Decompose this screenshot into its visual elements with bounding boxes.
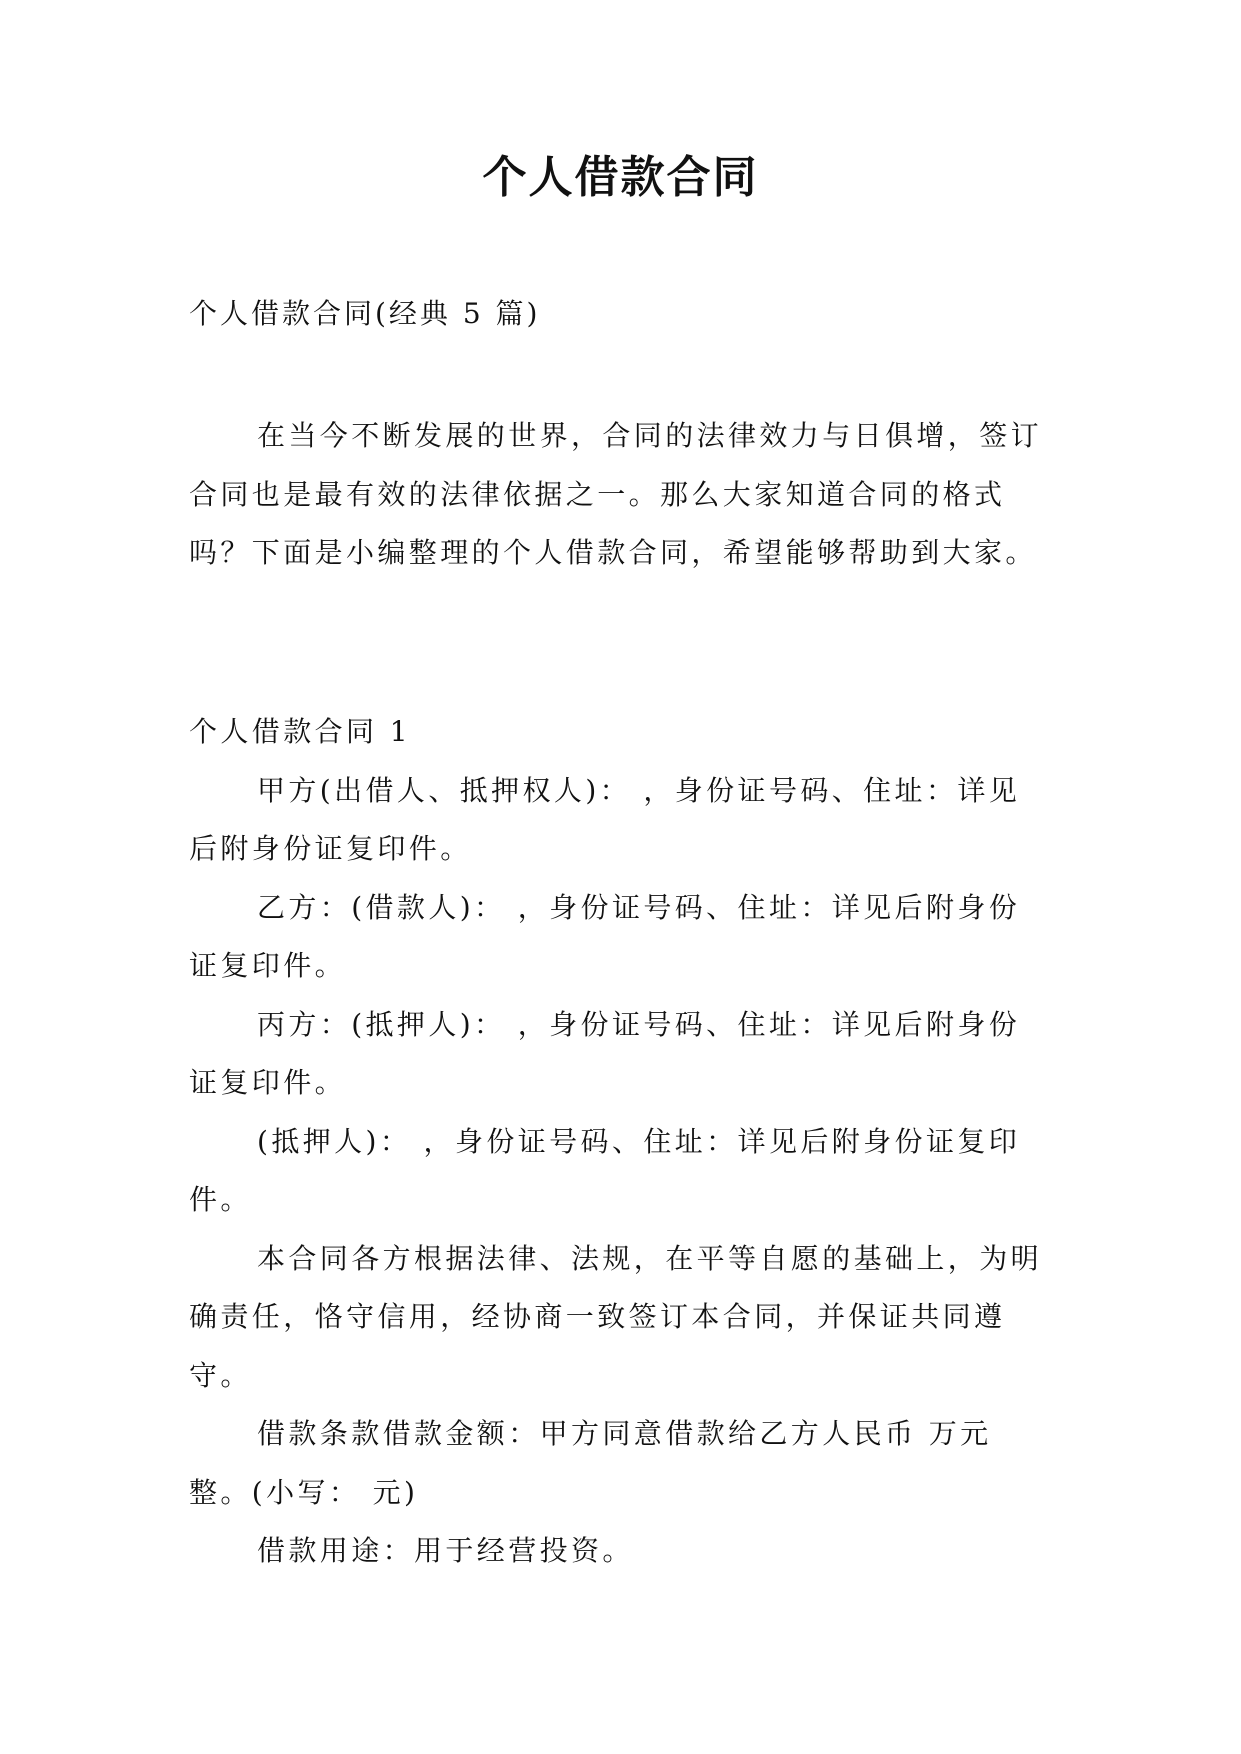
document-subtitle: 个人借款合同(经典 5 篇) (189, 297, 541, 330)
contract-section (189, 703, 1051, 1581)
paragraph-party-c: 丙方：(抵押人)： ，身份证号码、住址：详见后附身份证复印件。 (189, 1007, 1021, 1099)
paragraph-loan-amount: 借款条款借款金额：甲方同意借款给乙方人民币 万元整。(小写： 元) (189, 1417, 992, 1509)
paragraph-party-b: 乙方：(借款人)： ，身份证号码、住址：详见后附身份证复印件。 (189, 890, 1021, 982)
intro-paragraph: 在当今不断发展的世界，合同的法律效力与日俱增，签订合同也是最有效的法律依据之一。那么大家知道合同的格式吗？下面是小编整理的个人借款合同，希望能够帮助到大家。 (189, 419, 1043, 569)
paragraph-party-a: 甲方(出借人、抵押权人)： ，身份证号码、住址：详见后附身份证复印件。 (189, 773, 1021, 865)
document-title: 个人借款合同 (482, 152, 759, 203)
paragraph-mortgagor: (抵押人)： ，身份证号码、住址：详见后附身份证复印件。 (189, 1124, 1021, 1216)
paragraph-loan-purpose: 借款用途：用于经营投资。 (257, 1534, 634, 1567)
intro-block (189, 407, 1051, 583)
paragraph-agreement: 本合同各方根据法律、法规，在平等自愿的基础上，为明确责任，恪守信用，经协商一致签订本合同，并保证共同遵守。 (189, 1241, 1043, 1392)
section-heading: 个人借款合同 1 (189, 715, 411, 748)
